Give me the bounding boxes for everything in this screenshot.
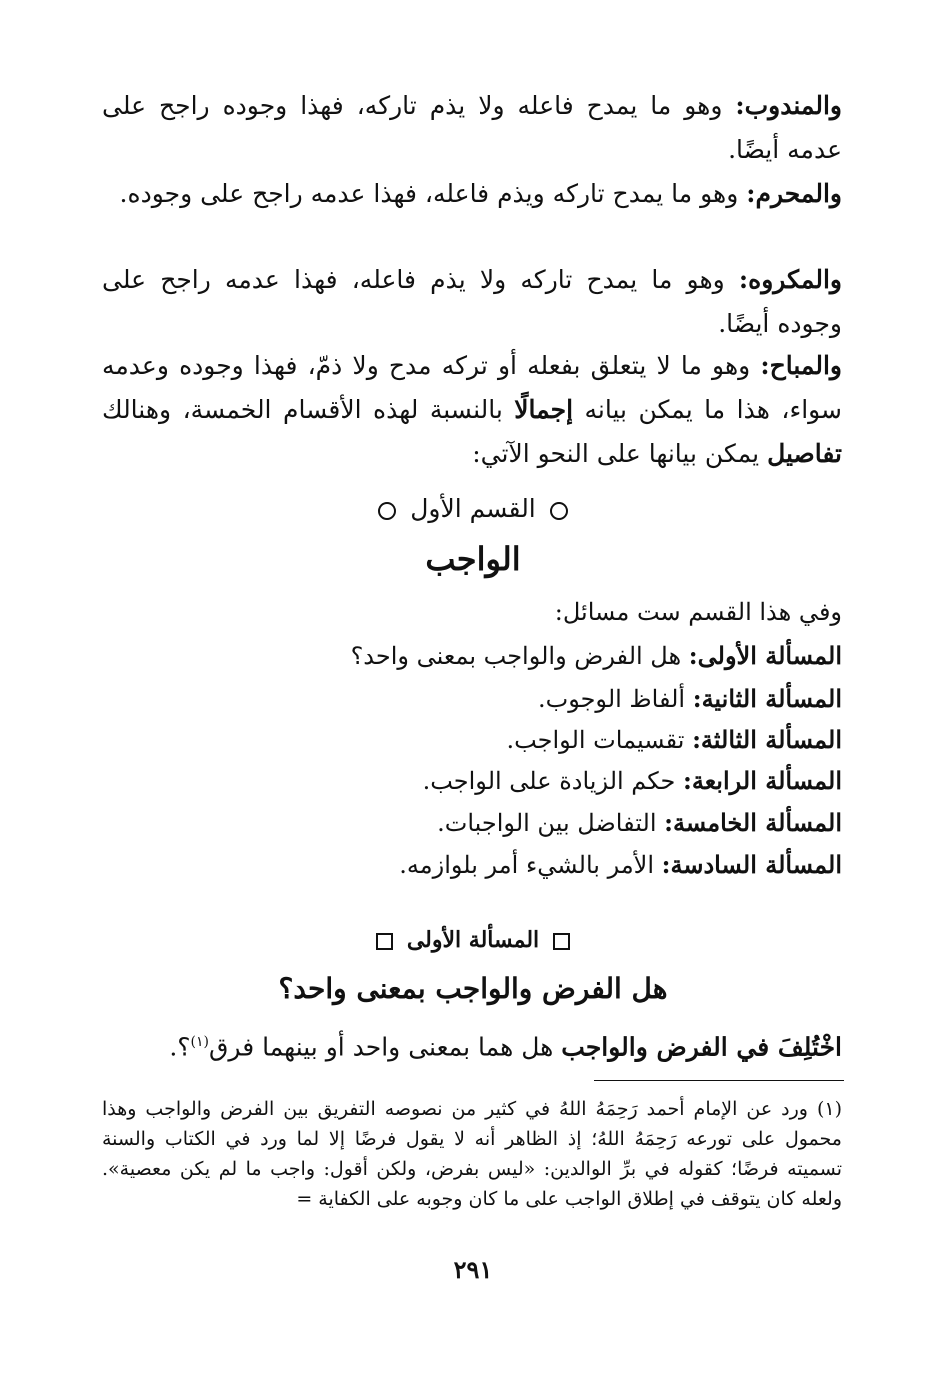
issue-item bbox=[506, 725, 842, 754]
definition-term: والمكروه: bbox=[738, 265, 842, 294]
footnote-number: (١) bbox=[816, 1098, 843, 1120]
definition-term: والمباح: bbox=[760, 351, 842, 380]
issue-text: ألفاظ الوجوب. bbox=[537, 685, 693, 713]
definition-text: وهو ما يمدح تاركه ولا يذم فاعله، فهذا عدمه راجح على وجوده أيضًا. bbox=[102, 265, 842, 338]
issue-item bbox=[399, 850, 842, 879]
definition-mandub bbox=[102, 84, 842, 172]
circle-ornament-icon bbox=[378, 502, 396, 520]
issue-label: المسألة الخامسة: bbox=[664, 808, 842, 837]
issue-label: المسألة الثالثة: bbox=[692, 725, 842, 754]
definition-text: وهو ما يمدح تاركه ويذم فاعله، فهذا عدمه راجح على وجوده. bbox=[119, 179, 747, 208]
definition-text: وهو ما يمدح فاعله ولا يذم تاركه، فهذا وجوده راجح على عدمه أيضًا. bbox=[102, 91, 842, 164]
body-text: ؟. bbox=[169, 1032, 191, 1062]
definition-text: يمكن بيانها على النحو الآتي: bbox=[472, 439, 768, 468]
issue-title: هل الفرض والواجب بمعنى واحد؟ bbox=[278, 972, 668, 1005]
definition-text: وهو ما لا يتعلق بفعله أو تركه مدح ولا ذمّ، فهذا وجوده وعدمه سواء، هذا ما يمكن بيانه bbox=[102, 351, 843, 424]
definition-mubah bbox=[102, 344, 842, 476]
emphasis-text: تفاصيل bbox=[767, 439, 842, 468]
footnote-separator bbox=[594, 1080, 844, 1081]
definition-muharram bbox=[102, 172, 842, 216]
definition-makruh bbox=[102, 258, 842, 346]
issue-text: الأمر بالشيء أمر بلوازمه. bbox=[399, 851, 662, 879]
section-title: الواجب bbox=[425, 540, 521, 578]
issue-label: المسألة الرابعة: bbox=[683, 766, 842, 795]
page-number: ٢٩١ bbox=[453, 1255, 493, 1284]
footnote-reference[interactable]: (١) bbox=[190, 1034, 210, 1050]
section-intro: وفي هذا القسم ست مسائل: bbox=[554, 598, 842, 626]
emphasis-text: اخْتُلِفَ في الفرض والواجب bbox=[561, 1032, 842, 1062]
issue-text: تقسيمات الواجب. bbox=[506, 726, 693, 754]
issue-body bbox=[102, 1020, 842, 1069]
circle-ornament-icon bbox=[550, 502, 568, 520]
emphasis-text: إجمالًا bbox=[514, 395, 574, 424]
square-ornament-icon bbox=[553, 933, 570, 950]
issue-text: حكم الزيادة على الواجب. bbox=[422, 767, 683, 795]
square-ornament-icon bbox=[376, 933, 393, 950]
issue-item bbox=[423, 766, 842, 795]
section-heading bbox=[0, 494, 946, 523]
issue-label: المسألة الأولى: bbox=[688, 641, 842, 670]
issue-label: المسألة السادسة: bbox=[661, 850, 842, 879]
issue-text: التفاضل بين الواجبات. bbox=[437, 809, 665, 837]
issue-label: المسألة الثانية: bbox=[692, 684, 842, 713]
footnote bbox=[102, 1094, 842, 1214]
definition-term: والمندوب: bbox=[735, 91, 842, 120]
section-heading-label: القسم الأول bbox=[410, 494, 536, 523]
issue-text: هل الفرض والواجب بمعنى واحد؟ bbox=[350, 642, 689, 670]
issue-heading-label: المسألة الأولى bbox=[406, 927, 540, 953]
footnote-text: ورد عن الإمام أحمد رَحِمَهُ اللهُ في كثير من نصوصه التفريق بين الفرض والواجب وهذا محمول على تورعه رَحِمَهُ اللهُ؛ إذ الظاهر أنه لا يقول فرضًا إلا لما ورد في الكتاب والسنة تسميته فرضًا؛ كقوله في برِّ الوالدين: «ليس بفرض، ولكن أقول: واجب ما لم يكن معصية». ولعله كان يتوقف في إطلاق الواجب على ما كان وجوبه على الكفاية = bbox=[102, 1098, 842, 1210]
definition-text: بالنسبة لهذه الأقسام الخمسة، وهنالك bbox=[102, 395, 515, 424]
issue-heading bbox=[0, 927, 946, 953]
issue-item bbox=[437, 808, 842, 837]
body-text: هل هما بمعنى واحد أو بينهما فرق bbox=[209, 1032, 562, 1062]
issue-item bbox=[538, 684, 842, 713]
definition-term: والمحرم: bbox=[746, 179, 842, 208]
issue-item bbox=[351, 641, 842, 670]
